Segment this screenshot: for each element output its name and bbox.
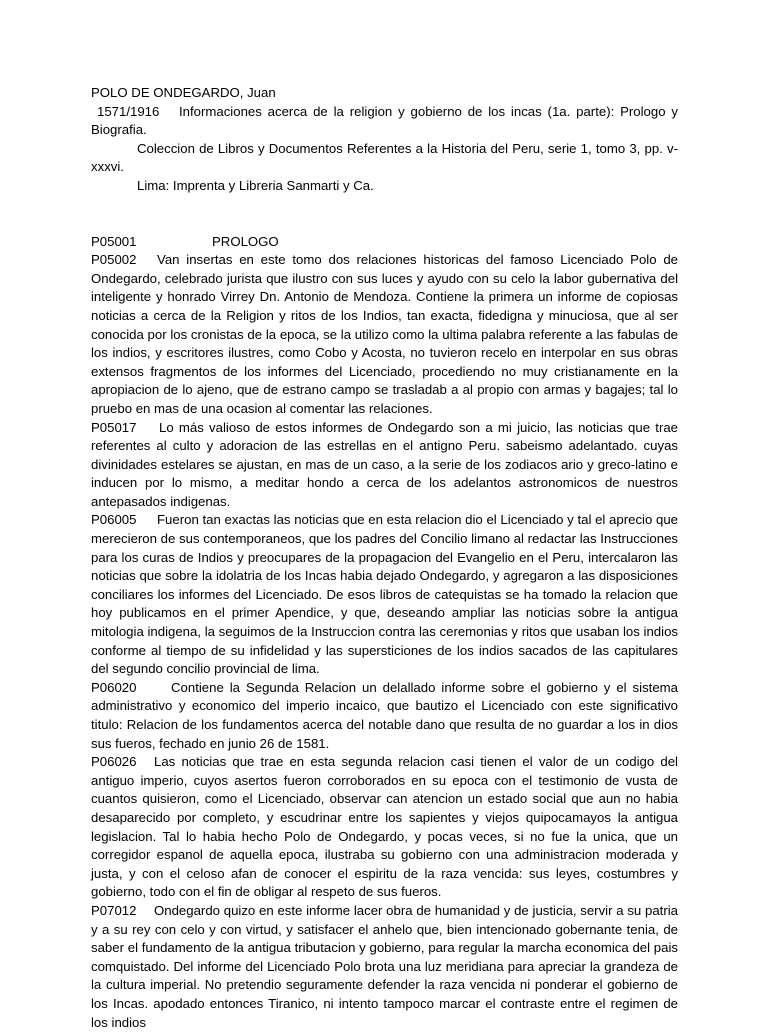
paragraph-code: P05002 xyxy=(91,252,137,268)
paragraph-text: Ondegardo quizo en este informe lacer obra de humanidad y de justicia, servir a su patria y a su rey con celo y con virtud, y satisfacer el anhelo que, bien intencionado gobernante tenia, de saber el fundamento de la antigua tributacion y gobierno, para regular la marcha economica del pais comquistado. Del informe del Licenciado Polo brota una luz meridiana para apreciar la grandeza de la cultura imperial. No pretendio seguramente defender la raza vencida ni ponderar el gobierno de los Incas. apodado entonces Tiranico, ni intento tampoco marcar el contraste entre el regimen de los indios xyxy=(91,902,678,1030)
paragraph-text: Contiene la Segunda Relacion un delallado informe sobre el gobierno y el sistema administrativo y economico del imperio incaico, que bautizo el Licenciado con este significativo titulo: Relacion de los fundamentos acerca del notable dano que resulta de no guardar a los in dios sus fueros, fechado en junio 26 de 1581. xyxy=(91,679,678,751)
reference-title: Informaciones acerca de la religion y gobierno de los incas (1a. parte): Prologo y Biografia. xyxy=(91,103,678,138)
paragraph xyxy=(91,251,678,418)
paragraph xyxy=(91,753,678,902)
section-spacer xyxy=(91,196,678,233)
paragraph-text: Lo más valioso de estos informes de Ondegardo son a mi juicio, las noticias que trae referentes al culto y adoracion de las estrellas en el antigno Peru. sabeismo adelantado. cuyas divinidades estelares se ajustan, en mas de un caso, a la serie de los zodiacos ario y greco-latino e inducen por lo mismo, a meditar hondo a cerca de los adelantos astronomicos de nuestros antepasados indigenas. xyxy=(91,419,678,509)
paragraph-code: P06026 xyxy=(91,754,137,770)
prologue-section xyxy=(91,233,678,1032)
paragraph-text: Van insertas en este tomo dos relaciones historicas del famoso Licenciado Polo de Ondegardo, celebrado jurista que ilustro con sus luces y ayudo con su celo la labor gubernativa del inteligente y honrado Virrey Dn. Antonio de Mendoza. Contiene la primera un informe de copiosas noticias a cerca de la Religion y ritos de los Indios, tan exacta, fidedigna y minuciosa, que al ser conocida por los cronistas de la epoca, se la utilizo como la ultima palabra referente a las fabulas de los indios, y escritores ilustres, como Cobo y Acosta, no tuvieron recelo en interpolar en sus obras extensos fragmentos de los informes del Licenciado, procediendo no muy cristianamente en la apropiacion de lo ajeno, que de estrano campo se trasladab a al propio con armas y bagajes; tal lo pruebo en mas de una ocasion al comentar las relaciones. xyxy=(91,252,678,416)
paragraph-code: P07012 xyxy=(91,902,137,918)
paragraph-code: P05017 xyxy=(91,419,137,435)
paragraph xyxy=(91,419,678,512)
paragraph xyxy=(91,511,678,678)
reference-publisher: Lima: Imprenta y Libreria Sanmarti y Ca. xyxy=(137,177,374,193)
reference-title-line xyxy=(91,103,678,140)
paragraph xyxy=(91,679,678,753)
reference-year: 1571/1916 xyxy=(97,103,160,119)
prologue-code: P05001 xyxy=(91,233,137,249)
prologue-heading: PROLOGO xyxy=(212,233,279,249)
paragraph-code: P06020 xyxy=(91,679,137,695)
reference-author: POLO DE ONDEGARDO, Juan xyxy=(91,85,276,100)
paragraph xyxy=(91,902,678,1032)
bibliographic-reference xyxy=(91,84,678,196)
paragraph-code: P06005 xyxy=(91,512,137,528)
paragraph-text: Las noticias que trae en esta segunda relacion casi tienen el valor de un codigo del antiguo imperio, cuyos asertos fueron corroborados en su epoca con el testimonio de vusta de cuantos quisieron, como el Licenciado, observar can atencion un estado social que aun no habia desaparecido por completo, y escudrinar entre los sapientes y viejos quipocamayos la antigua legislacion. Tal lo habia hecho Polo de Ondegardo, y pocas veces, si no fue la unica, que un corregidor espanol de aquella epoca, ilustraba su gobierno con una administracion moderada y justa, y con el celoso afan de conocer el espiritu de la raza vencida: sus leyes, costumbres y gobierno, todo con el fin de obligar al respeto de sus fueros. xyxy=(91,754,678,900)
paragraph-text: Fueron tan exactas las noticias que en esta relacion dio el Licenciado y tal el aprecio que merecieron de sus contemporaneos, que los padres del Concilio limano al redactar las Instrucciones para los curas de Indios y preocupares de la propagacion del Evangelio en el Peru, intercalaron las noticias que sobre la idolatria de los Incas habia dejado Ondegardo, y agregaron a las disposiciones conciliares los informes del Licenciado. De esos libros de catequistas se ha tomado la relacion que hoy publicamos en el primer Apendice, y que, deseando ampliar las noticias sobre la antigua mitologia indigena, la seguimos de la Instruccion contra las ceremonias y ritos que usaban los indios conforme al tiempo de su infidelidad y las supersticiones de los indios sacados de las capitulares del segundo concilio provincial de lima. xyxy=(91,512,678,677)
prologue-heading-line xyxy=(91,233,678,252)
document-page xyxy=(91,84,678,1032)
reference-collection: Coleccion de Libros y Documentos Referentes a la Historia del Peru, serie 1, tomo 3, pp. v-xxxvi. xyxy=(91,140,678,175)
